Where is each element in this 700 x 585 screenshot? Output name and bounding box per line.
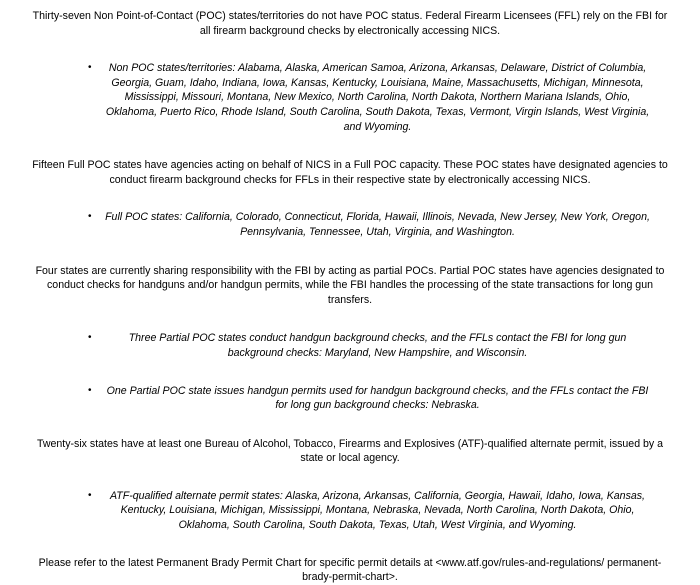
brady-permit-chart-reference: Please refer to the latest Permanent Brady Permit Chart for specific permit details at <www.atf.gov/rules-and-regulations/ permanent-brady-permit-chart>. xyxy=(38,556,662,584)
atf-permit-summary-paragraph: Twenty-six states have at least one Bureau of Alcohol, Tobacco, Firearms and Explosives (ATF)-qualified alternate permit, issued by a state or local agency. xyxy=(36,437,664,465)
bullet-item-partial-poc-handgun xyxy=(30,331,670,360)
bullet-icon: • xyxy=(88,332,92,344)
bullet-icon: • xyxy=(88,211,92,223)
full-poc-states-list: Full POC states: California, Colorado, Connecticut, Florida, Hawaii, Illinois, Nevada, New Jersey, New York, Oregon, Pennsylvania, Tennessee, Utah, Virginia, and Washington. xyxy=(105,211,650,238)
bullet-item-partial-poc-permit xyxy=(30,384,670,413)
bullet-item-atf-permit-list xyxy=(30,489,670,533)
partial-poc-handgun-states-list: Three Partial POC states conduct handgun background checks, and the FFLs contact the FBI for long gun background checks: Maryland, New Hampshire, and Wisconsin. xyxy=(128,332,627,359)
atf-permit-states-list: ATF-qualified alternate permit states: Alaska, Arizona, Arkansas, California, Georgia, Hawaii, Idaho, Iowa, Kansas, Kentucky, Louisiana, Michigan, Mississippi, Montana, Nebraska, Nevada, North Carolina, North Dakota, Ohio, Oklahoma, South Carolina, South Dakota, Texas, Utah, West Virginia, and Wyoming. xyxy=(109,489,646,532)
bullet-icon: • xyxy=(88,384,92,396)
bullet-icon: • xyxy=(88,489,92,501)
bullet-item-full-poc-list xyxy=(30,210,670,239)
partial-poc-summary-paragraph: Four states are currently sharing responsibility with the FBI by acting as partial POCs. Partial POC states have agencies designated to conduct checks for handguns and/or handgun permits, while the FBI handles the processing of the state transactions for long gun transfers. xyxy=(35,264,665,306)
bullet-icon: • xyxy=(88,62,92,74)
partial-poc-permit-states-list: One Partial POC state issues handgun permits used for handgun background checks, and the FFLs contact the FBI for long gun background checks: Nebraska. xyxy=(106,384,649,412)
non-poc-states-list: Non POC states/territories: Alabama, Alaska, American Samoa, Arizona, Arkansas, Delaware, District of Columbia, Georgia, Guam, Idaho, Indiana, Iowa, Kansas, Kentucky, Louisiana, Maine, Massachusetts, Michigan, Minnesota, Mississippi, Missouri, Montana, New Mexico, North Carolina, North Dakota, Northern Mariana Islands, Ohio, Oklahoma, Puerto Rico, Rhode Island, South Carolina, South Dakota, Texas, Vermont, Virgin Islands, West Virginia, and Wyoming. xyxy=(105,62,650,133)
full-poc-summary-paragraph: Fifteen Full POC states have agencies acting on behalf of NICS in a Full POC capacity. These POC states have designated agencies to conduct firearm background checks for FFLs in their respective state by electronically accessing NICS. xyxy=(32,159,668,186)
non-poc-summary-paragraph: Thirty-seven Non Point-of-Contact (POC) states/territories do not have POC status. Federal Firearm Licensees (FFL) rely on the FBI for all firearm background checks by electronically accessing NICS. xyxy=(32,10,668,37)
bullet-item-non-poc-list xyxy=(30,61,670,134)
